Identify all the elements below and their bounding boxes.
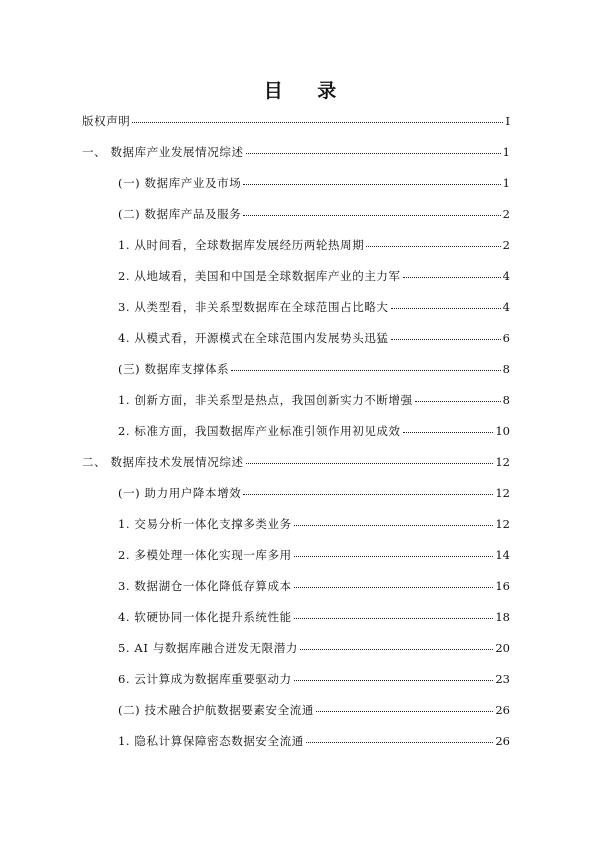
toc-entry-label: 4. 从模式看，开源模式在全球范围内发展势头迅猛 bbox=[118, 331, 389, 345]
toc-page-number: 20 bbox=[495, 641, 510, 655]
toc-entry[interactable] bbox=[118, 299, 510, 315]
toc-page-number: 4 bbox=[502, 300, 510, 314]
toc-page-number: 6 bbox=[502, 331, 510, 345]
toc-entry-label: (二) 数据库产品及服务 bbox=[118, 207, 242, 221]
dot-leader bbox=[306, 741, 494, 743]
toc-page-number: I bbox=[505, 114, 510, 128]
toc-page-number: 12 bbox=[495, 455, 510, 469]
dot-leader bbox=[391, 338, 501, 340]
toc-entry[interactable] bbox=[118, 671, 510, 687]
toc-entry-label: 3. 从类型看，非关系型数据库在全球范围占比略大 bbox=[118, 300, 389, 314]
dot-leader bbox=[294, 524, 494, 526]
toc-entry[interactable] bbox=[118, 392, 510, 408]
dot-leader bbox=[316, 710, 493, 712]
toc-entry[interactable] bbox=[118, 206, 510, 222]
toc-page-number: 23 bbox=[495, 672, 510, 686]
dot-leader bbox=[246, 462, 494, 464]
dot-leader bbox=[132, 121, 503, 123]
toc-entry-label: (三) 数据库支撑体系 bbox=[118, 362, 230, 376]
toc-page-number: 10 bbox=[495, 424, 510, 438]
toc-page-number: 2 bbox=[502, 207, 510, 221]
toc-entry[interactable] bbox=[118, 702, 510, 718]
dot-leader bbox=[415, 400, 501, 402]
toc-page-number: 1 bbox=[502, 145, 510, 159]
dot-leader bbox=[243, 493, 493, 495]
toc-entry[interactable] bbox=[118, 423, 510, 439]
toc-entry-label: 1. 隐私计算保障密态数据安全流通 bbox=[118, 734, 304, 748]
dot-leader bbox=[294, 679, 494, 681]
toc-entry-label: (二) 技术融合护航数据要素安全流通 bbox=[118, 703, 314, 717]
dot-leader bbox=[294, 555, 494, 557]
toc-entry-label: (一) 数据库产业及市场 bbox=[118, 176, 242, 190]
dot-leader bbox=[403, 431, 494, 433]
toc-entry-label: 5. AI 与数据库融合迸发无限潜力 bbox=[118, 641, 298, 655]
toc-entry[interactable] bbox=[118, 516, 510, 532]
toc-entry[interactable] bbox=[118, 237, 510, 253]
toc-entry[interactable] bbox=[118, 609, 510, 625]
dot-leader bbox=[294, 617, 494, 619]
dot-leader bbox=[231, 369, 500, 371]
toc-entry[interactable] bbox=[118, 640, 510, 656]
toc-entry-label: 二、 数据库技术发展情况综述 bbox=[82, 455, 244, 469]
toc-entry-label: 版权声明 bbox=[82, 114, 131, 128]
toc-entry-label: 2. 从地域看，美国和中国是全球数据库产业的主力军 bbox=[118, 269, 401, 283]
toc-page-number: 12 bbox=[495, 486, 510, 500]
dot-leader bbox=[366, 245, 500, 247]
toc-entry[interactable] bbox=[82, 454, 510, 470]
toc-entry[interactable] bbox=[118, 268, 510, 284]
toc-entry-label: 3. 数据湖仓一体化降低存算成本 bbox=[118, 579, 292, 593]
toc-page-number: 12 bbox=[495, 517, 510, 531]
toc-page-number: 8 bbox=[502, 393, 510, 407]
toc-entry[interactable] bbox=[118, 485, 510, 501]
dot-leader bbox=[391, 307, 501, 309]
dot-leader bbox=[243, 183, 500, 185]
toc-entry-label: 一、 数据库产业发展情况综述 bbox=[82, 145, 244, 159]
toc-entry[interactable] bbox=[118, 578, 510, 594]
toc-entry[interactable] bbox=[118, 175, 510, 191]
toc-page-number: 16 bbox=[495, 579, 510, 593]
dot-leader bbox=[243, 214, 500, 216]
toc-entry[interactable] bbox=[82, 113, 510, 129]
toc-page-number: 26 bbox=[495, 734, 510, 748]
dot-leader bbox=[246, 152, 501, 154]
toc-entry-label: 1. 创新方面，非关系型是热点，我国创新实力不断增强 bbox=[118, 393, 413, 407]
toc-entry-label: 2. 多模处理一体化实现一库多用 bbox=[118, 548, 292, 562]
toc-entry-label: 1. 从时间看，全球数据库发展经历两轮热周期 bbox=[118, 238, 365, 252]
toc-entry-label: (一) 助力用户降本增效 bbox=[118, 486, 242, 500]
toc-entry-label: 4. 软硬协同一体化提升系统性能 bbox=[118, 610, 292, 624]
dot-leader bbox=[294, 586, 494, 588]
page-title: 目 录 bbox=[263, 80, 351, 102]
toc-page-number: 26 bbox=[495, 703, 510, 717]
toc-page-number: 4 bbox=[502, 269, 510, 283]
toc-entry[interactable] bbox=[118, 330, 510, 346]
toc-page-number: 14 bbox=[495, 548, 510, 562]
toc-page-number: 1 bbox=[502, 176, 510, 190]
toc-page-number: 8 bbox=[502, 362, 510, 376]
dot-leader bbox=[403, 276, 501, 278]
dot-leader bbox=[300, 648, 493, 650]
toc-entry[interactable] bbox=[118, 733, 510, 749]
toc-page-number: 2 bbox=[502, 238, 510, 252]
toc-entry[interactable] bbox=[118, 361, 510, 377]
toc-entry[interactable] bbox=[82, 144, 510, 160]
toc-entry-label: 2. 标准方面，我国数据库产业标准引领作用初见成效 bbox=[118, 424, 401, 438]
toc-entry-label: 1. 交易分析一体化支撑多类业务 bbox=[118, 517, 292, 531]
toc-entry-label: 6. 云计算成为数据库重要驱动力 bbox=[118, 672, 292, 686]
toc-entry[interactable] bbox=[118, 547, 510, 563]
toc-page-number: 18 bbox=[495, 610, 510, 624]
